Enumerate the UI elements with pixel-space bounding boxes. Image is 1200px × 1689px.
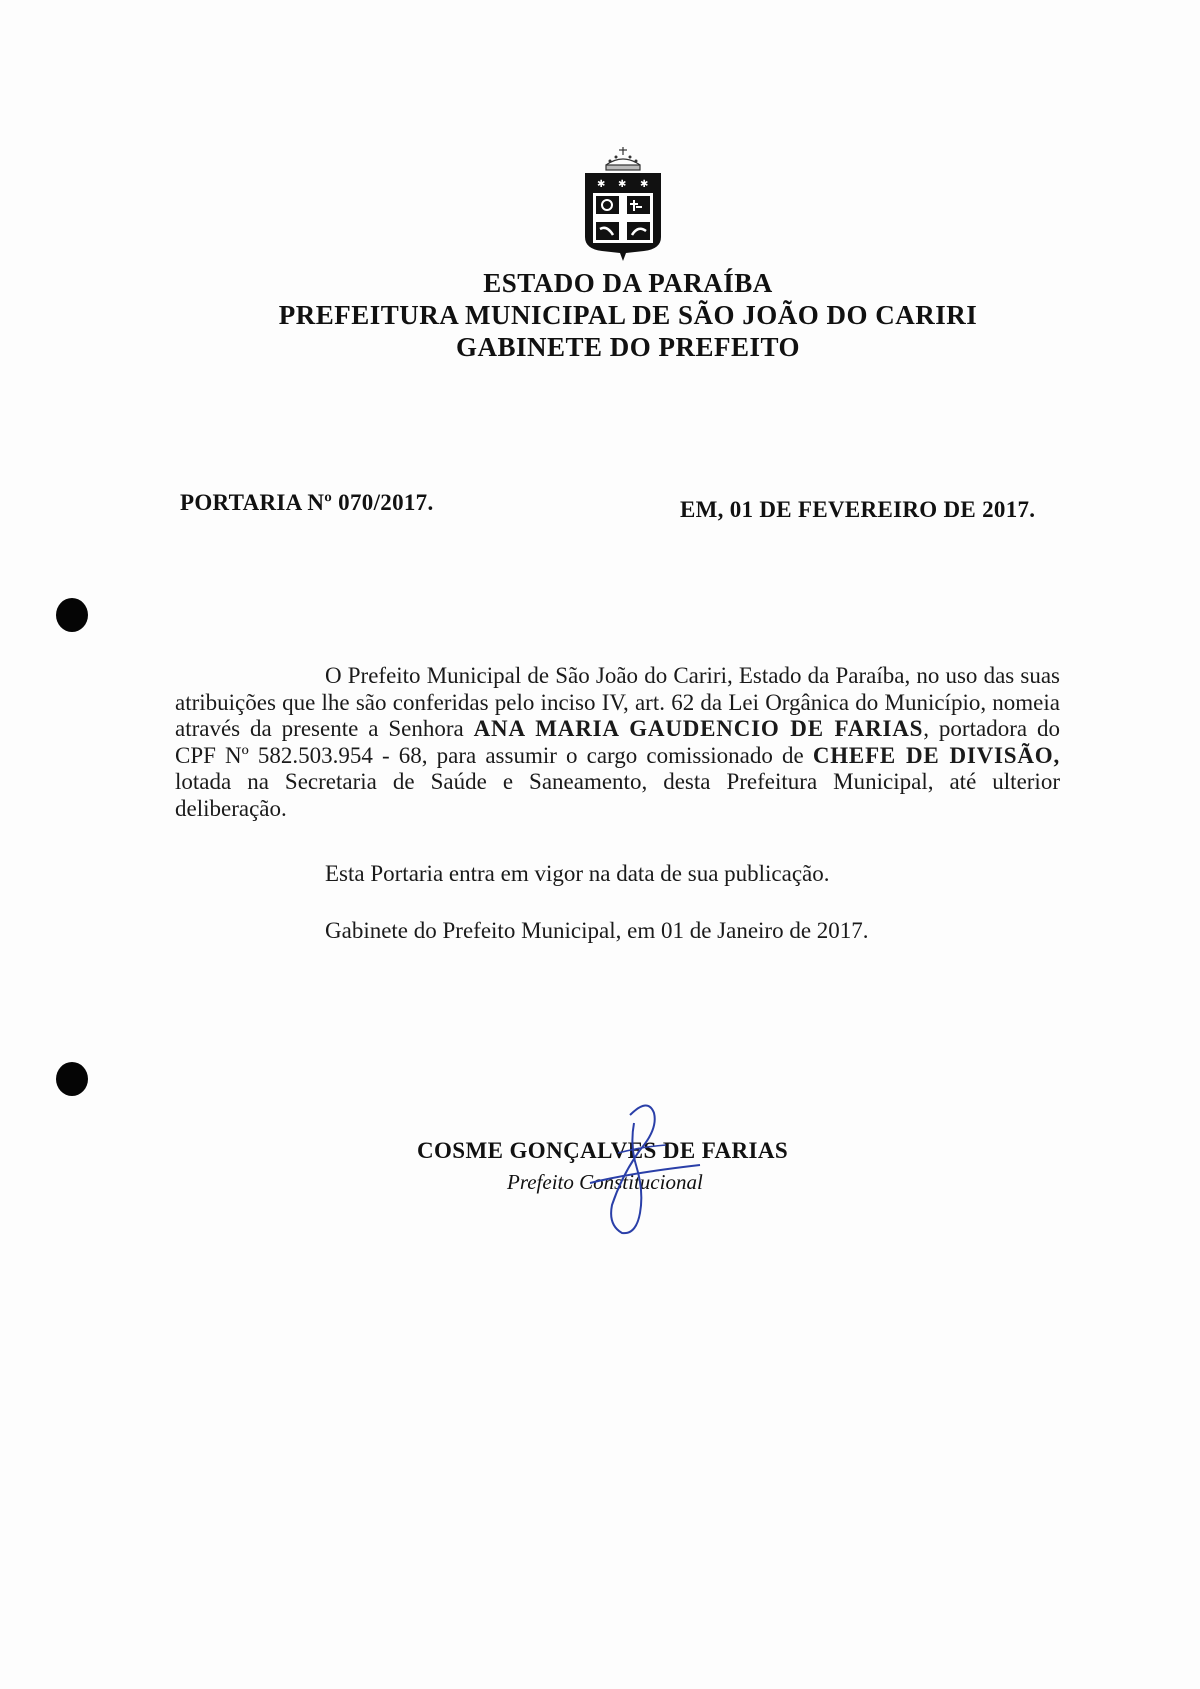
signatory-name: COSME GONÇALVES DE FARIAS: [417, 1138, 789, 1163]
handwritten-signature: [570, 1095, 710, 1245]
paragraph-text-1: O Prefeito Municipal de São João do Cariri, Estado da Paraíba, no uso das suas atribuições que lhe são conferidas pelo inciso IV, art. 62 da Lei Orgânica do Município, nomeia através da presente a Senhora: [175, 663, 1060, 741]
paragraph-text-2: , portadora do CPF Nº 582.503.954 - 68, para assumir o cargo comissionado de: [175, 716, 1060, 768]
effective-clause: Esta Portaria entra em vigor na data de sua publicação.: [325, 861, 830, 886]
portaria-date: EM, 01 DE FEVEREIRO DE 2017.: [680, 497, 1036, 522]
portaria-number: PORTARIA Nº 070/2017.: [180, 490, 434, 515]
header-prefecture: PREFEITURA MUNICIPAL DE SÃO JOÃO DO CARIRI: [278, 300, 978, 330]
coat-of-arms-icon: [580, 145, 666, 263]
paragraph-text-3: lotada na Secretaria de Saúde e Saneamento, desta Prefeitura Municipal, até ulterior deliberação.: [175, 769, 1060, 821]
svg-text:✱: ✱: [640, 179, 649, 190]
appointee-name: ANA MARIA GAUDENCIO DE FARIAS: [473, 716, 924, 741]
svg-text:✱: ✱: [618, 179, 627, 190]
header-state: ESTADO DA PARAÍBA: [483, 268, 773, 298]
svg-text:✱: ✱: [597, 179, 606, 190]
appointment-paragraph: [175, 663, 1060, 822]
punch-hole-bottom: [56, 1062, 88, 1096]
signatory-title: Prefeito Constitucional: [507, 1170, 703, 1194]
appointed-role: CHEFE DE DIVISÃO,: [812, 742, 1061, 768]
header-office: GABINETE DO PREFEITO: [455, 332, 801, 362]
closing-clause: Gabinete do Prefeito Municipal, em 01 de Janeiro de 2017.: [325, 918, 869, 943]
punch-hole-top: [56, 598, 88, 632]
